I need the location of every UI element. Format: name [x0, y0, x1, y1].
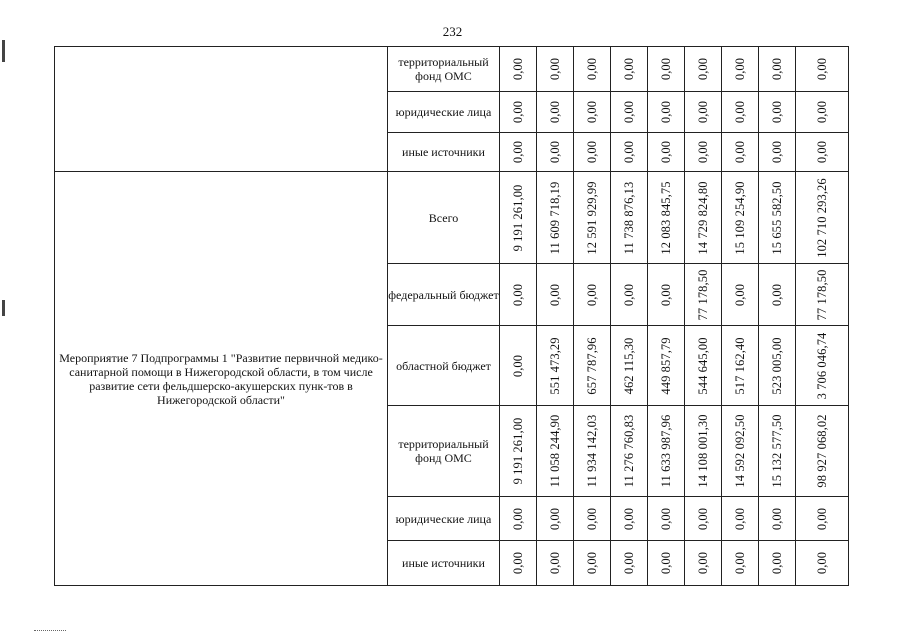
value-text: 0,00: [733, 140, 747, 164]
value-text: 0,00: [622, 100, 636, 124]
value-cell: [500, 497, 537, 541]
value-cell: [648, 326, 685, 406]
value-cell: [685, 326, 722, 406]
value-text: 0,00: [511, 140, 525, 164]
value-cell: [796, 541, 849, 586]
value-cell: [685, 92, 722, 133]
value-text: 0,00: [770, 140, 784, 164]
value-cell: [796, 172, 849, 264]
value-text: 0,00: [770, 57, 784, 81]
value-text: 0,00: [733, 551, 747, 575]
value-cell: [611, 326, 648, 406]
funding-source-label: областной бюджет: [388, 326, 500, 406]
value-cell: [574, 264, 611, 326]
value-text: 0,00: [622, 57, 636, 81]
value-cell: [574, 406, 611, 497]
value-cell: [500, 133, 537, 172]
value-cell: [796, 133, 849, 172]
table-row: [55, 172, 849, 264]
value-text: 11 276 760,83: [622, 414, 636, 488]
value-text: 0,00: [622, 507, 636, 530]
value-cell: [537, 326, 574, 406]
value-cell: [722, 47, 759, 92]
value-text: 0,00: [622, 140, 636, 164]
value-text: 0,00: [548, 140, 562, 164]
value-text: 0,00: [770, 283, 784, 306]
value-cell: [648, 264, 685, 326]
value-cell: [574, 541, 611, 586]
value-text: 0,00: [622, 551, 636, 575]
value-text: 0,00: [511, 100, 525, 124]
value-text: 11 058 244,90: [548, 414, 562, 488]
value-text: 0,00: [659, 551, 673, 575]
value-text: 0,00: [815, 100, 829, 124]
value-cell: [648, 497, 685, 541]
value-cell: [722, 541, 759, 586]
value-text: 0,00: [770, 551, 784, 575]
value-cell: [574, 133, 611, 172]
value-cell: [722, 172, 759, 264]
value-text: 0,00: [696, 551, 710, 575]
value-text: 0,00: [815, 551, 829, 575]
value-text: 0,00: [622, 283, 636, 306]
value-cell: [722, 497, 759, 541]
value-cell: [537, 264, 574, 326]
value-text: 0,00: [696, 140, 710, 164]
value-text: 14 729 824,80: [696, 180, 710, 255]
value-text: 0,00: [733, 100, 747, 124]
value-cell: [574, 172, 611, 264]
value-text: 0,00: [585, 140, 599, 164]
value-cell: [759, 172, 796, 264]
value-text: 517 162,40: [733, 336, 747, 395]
value-cell: [796, 326, 849, 406]
value-text: 0,00: [659, 283, 673, 306]
value-cell: [537, 133, 574, 172]
value-text: 0,00: [659, 140, 673, 164]
value-cell: [500, 406, 537, 497]
value-text: 0,00: [548, 283, 562, 306]
value-text: 15 655 582,50: [770, 180, 784, 255]
value-cell: [500, 326, 537, 406]
value-text: 0,00: [770, 100, 784, 124]
value-text: 0,00: [511, 551, 525, 575]
value-text: 77 178,50: [815, 269, 829, 320]
value-cell: [722, 326, 759, 406]
value-cell: [611, 133, 648, 172]
value-text: 15 132 577,50: [770, 414, 784, 488]
value-cell: [537, 541, 574, 586]
value-cell: [648, 406, 685, 497]
value-text: 0,00: [696, 507, 710, 530]
funding-source-label: территориальный фонд ОМС: [388, 406, 500, 497]
value-text: 0,00: [585, 57, 599, 81]
value-text: 0,00: [659, 57, 673, 81]
value-cell: [796, 264, 849, 326]
value-cell: [685, 541, 722, 586]
funding-source-label: территориальный фонд ОМС: [388, 47, 500, 92]
value-cell: [759, 264, 796, 326]
continued-measure-cell: [55, 47, 388, 172]
value-cell: [500, 172, 537, 264]
value-cell: [796, 406, 849, 497]
value-text: 0,00: [696, 57, 710, 81]
value-cell: [537, 406, 574, 497]
value-cell: [759, 541, 796, 586]
value-text: 0,00: [770, 507, 784, 530]
value-cell: [611, 92, 648, 133]
value-text: 0,00: [585, 507, 599, 530]
value-cell: [685, 172, 722, 264]
value-text: 0,00: [511, 283, 525, 306]
value-text: 657 787,96: [585, 336, 599, 395]
scan-edge-mark: [2, 40, 5, 62]
value-text: 551 473,29: [548, 336, 562, 395]
value-text: 449 857,79: [659, 336, 673, 395]
value-text: 12 083 845,75: [659, 180, 673, 255]
value-text: 0,00: [733, 57, 747, 81]
value-text: 0,00: [548, 507, 562, 530]
funding-source-label: юридические лица: [388, 92, 500, 133]
value-cell: [574, 92, 611, 133]
funding-source-label: иные источники: [388, 133, 500, 172]
value-text: 102 710 293,26: [815, 177, 829, 258]
value-text: 0,00: [585, 100, 599, 124]
table-row: [55, 47, 849, 92]
value-cell: [648, 133, 685, 172]
value-text: 77 178,50: [696, 269, 710, 320]
value-cell: [611, 264, 648, 326]
value-cell: [648, 92, 685, 133]
value-cell: [611, 497, 648, 541]
value-text: 11 738 876,13: [622, 181, 636, 254]
value-cell: [611, 541, 648, 586]
value-cell: [611, 406, 648, 497]
value-cell: [722, 264, 759, 326]
value-text: 0,00: [548, 100, 562, 124]
value-text: 11 934 142,03: [585, 414, 599, 488]
value-text: 0,00: [511, 57, 525, 81]
funding-table: [54, 46, 849, 586]
value-cell: [537, 172, 574, 264]
value-cell: [611, 172, 648, 264]
value-text: 0,00: [585, 551, 599, 575]
funding-source-label: федеральный бюджет: [388, 264, 500, 326]
value-text: 544 645,00: [696, 336, 710, 395]
value-cell: [685, 497, 722, 541]
value-cell: [759, 92, 796, 133]
value-text: 11 609 718,19: [548, 181, 562, 254]
value-text: 0,00: [696, 100, 710, 124]
value-cell: [796, 92, 849, 133]
value-text: 0,00: [659, 507, 673, 530]
value-cell: [611, 47, 648, 92]
value-text: 0,00: [511, 507, 525, 530]
value-text: 0,00: [548, 551, 562, 575]
value-text: 0,00: [815, 57, 829, 81]
value-cell: [574, 47, 611, 92]
value-cell: [500, 92, 537, 133]
funding-source-label: иные источники: [388, 541, 500, 586]
value-cell: [759, 133, 796, 172]
funding-source-label: юридические лица: [388, 497, 500, 541]
value-text: 3 706 046,74: [815, 332, 829, 399]
value-text: 0,00: [815, 507, 829, 530]
value-text: 14 108 001,30: [696, 414, 710, 488]
value-cell: [685, 264, 722, 326]
value-cell: [500, 541, 537, 586]
scan-bottom-mark: [34, 630, 66, 631]
table-body: [55, 47, 849, 586]
value-text: 98 927 068,02: [815, 414, 829, 488]
value-cell: [796, 497, 849, 541]
value-text: 462 115,30: [622, 337, 636, 394]
value-cell: [759, 326, 796, 406]
value-cell: [648, 172, 685, 264]
value-text: 12 591 929,99: [585, 180, 599, 255]
value-text: 0,00: [733, 507, 747, 530]
value-cell: [796, 47, 849, 92]
value-cell: [685, 47, 722, 92]
value-cell: [722, 92, 759, 133]
funding-source-label: Всего: [388, 172, 500, 264]
value-text: 0,00: [815, 140, 829, 164]
value-text: 11 633 987,96: [659, 414, 673, 488]
value-text: 14 592 092,50: [733, 414, 747, 488]
value-cell: [537, 92, 574, 133]
value-text: 0,00: [548, 57, 562, 81]
value-cell: [722, 406, 759, 497]
value-cell: [722, 133, 759, 172]
value-cell: [537, 497, 574, 541]
value-text: 0,00: [659, 100, 673, 124]
value-cell: [648, 47, 685, 92]
value-text: 523 005,00: [770, 336, 784, 395]
value-text: 15 109 254,90: [733, 180, 747, 255]
value-cell: [759, 47, 796, 92]
scan-edge-mark: [2, 300, 5, 316]
value-cell: [648, 541, 685, 586]
value-text: 0,00: [733, 283, 747, 306]
value-cell: [500, 47, 537, 92]
value-cell: [574, 326, 611, 406]
value-cell: [685, 133, 722, 172]
measure-title: Мероприятие 7 Подпрограммы 1 "Развитие первичной медико-санитарной помощи в Нижегородской области, в том числе развитие сети фельдшерско-акушерских пунк-тов в Нижегородской области": [55, 172, 388, 586]
value-text: 0,00: [511, 354, 525, 377]
value-text: 9 191 261,00: [511, 184, 525, 251]
value-cell: [759, 406, 796, 497]
page-number: 232: [442, 24, 463, 39]
value-cell: [574, 497, 611, 541]
value-text: 9 191 261,00: [511, 417, 525, 485]
value-cell: [537, 47, 574, 92]
value-cell: [685, 406, 722, 497]
value-cell: [759, 497, 796, 541]
value-text: 0,00: [585, 283, 599, 306]
value-cell: [500, 264, 537, 326]
